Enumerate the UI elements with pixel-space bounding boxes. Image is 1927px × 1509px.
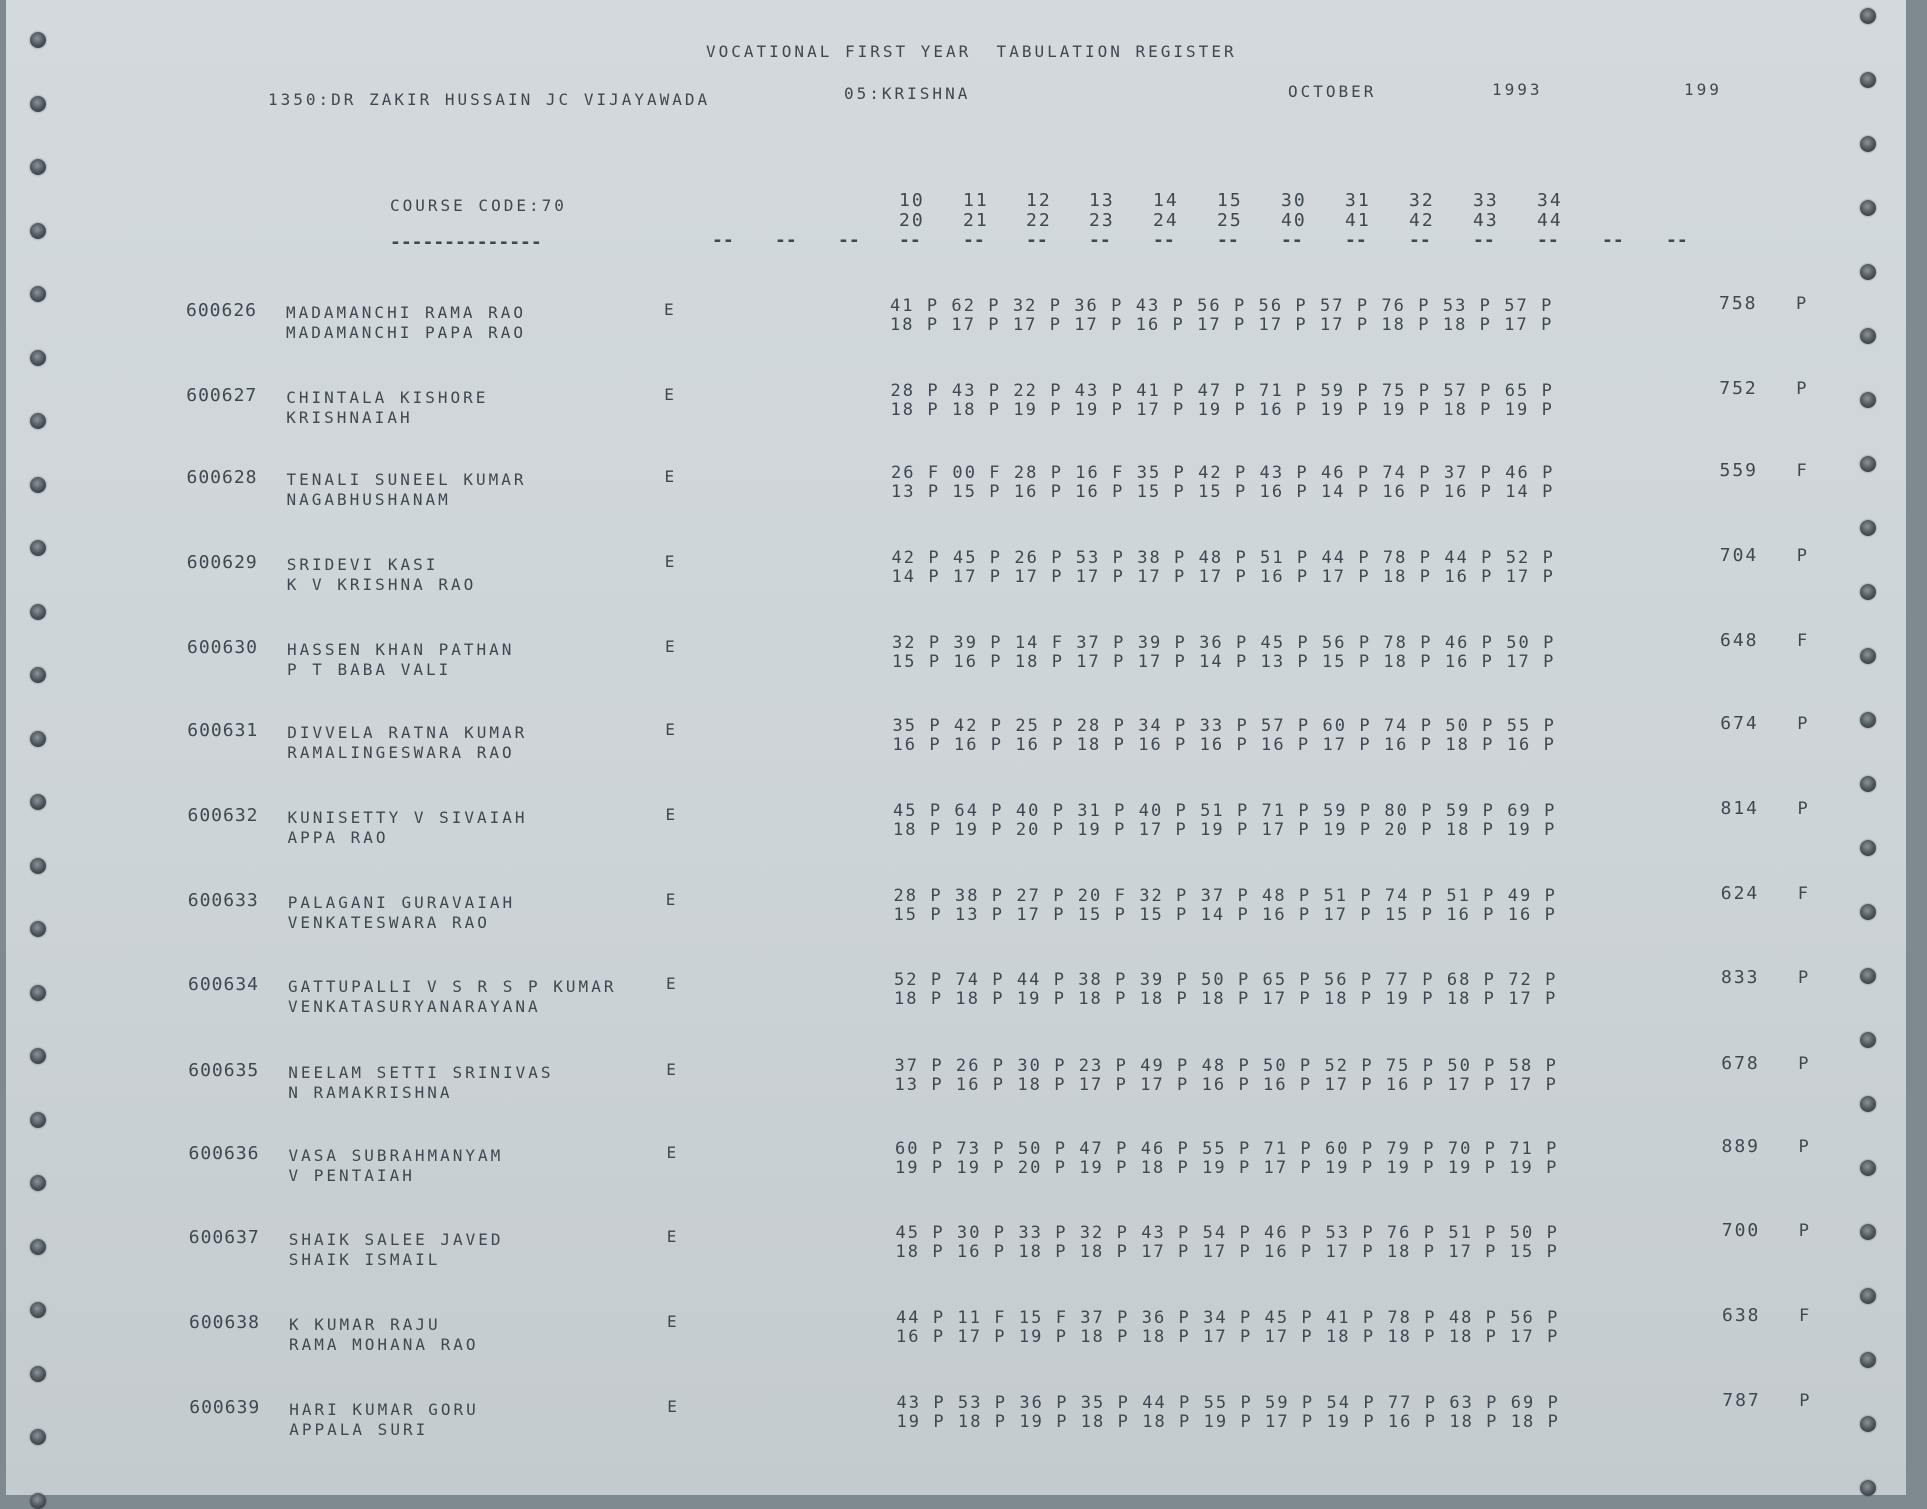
column-dash: -- [838, 230, 860, 251]
feed-hole [1860, 1096, 1876, 1112]
total-marks: 833 [1721, 967, 1760, 988]
feed-hole [30, 1048, 46, 1064]
result-status: P [1796, 294, 1807, 314]
college-name: 1350:DR ZAKIR HUSSAIN JC VIJAYAWADA [268, 90, 711, 109]
subject-code-bottom: 40 [1281, 210, 1307, 231]
medium-code: E [665, 720, 678, 739]
feed-hole [1860, 776, 1876, 792]
subject-code-bottom: 42 [1409, 210, 1435, 231]
feed-hole [30, 286, 46, 302]
feed-hole [1860, 1032, 1876, 1048]
column-dash: -- [1217, 230, 1239, 251]
subject-code-top: 11 [963, 190, 989, 211]
feed-hole [1860, 1352, 1876, 1368]
feed-hole [30, 159, 46, 175]
feed-hole [30, 413, 46, 429]
total-marks: 648 [1720, 630, 1759, 651]
father-name: RAMALINGESWARA RAO [287, 743, 515, 762]
marks-line-1: 32 P 39 P 14 F 37 P 39 P 36 P 45 P 56 P 78 P 46 P 50 P [892, 633, 1556, 653]
feed-hole [1860, 648, 1876, 664]
exam-month: OCTOBER [1288, 82, 1377, 101]
feed-hole [30, 1112, 46, 1128]
marks-line-2: 14 P 17 P 17 P 17 P 17 P 17 P 16 P 17 P 18 P 16 P 17 P [891, 567, 1555, 587]
subject-code-top: 15 [1217, 190, 1243, 211]
student-name: TENALI SUNEEL KUMAR [286, 470, 527, 489]
student-name: SRIDEVI KASI [286, 555, 439, 574]
column-dash: -- [1345, 230, 1367, 251]
subject-code-top: 14 [1153, 190, 1179, 211]
father-name: V PENTAIAH [288, 1166, 415, 1185]
subject-code-top: 30 [1281, 190, 1307, 211]
student-id: 600631 [187, 720, 259, 741]
result-status: F [1797, 884, 1808, 904]
student-name: GATTUPALLI V S R S P KUMAR [288, 977, 617, 996]
feed-hole [1860, 584, 1876, 600]
column-dash: -- [1089, 230, 1111, 251]
result-status: P [1798, 1054, 1809, 1074]
student-name: NEELAM SETTI SRINIVAS [288, 1063, 554, 1082]
total-marks: 559 [1719, 460, 1759, 481]
result-status: P [1798, 968, 1809, 988]
student-name: SHAIK SALEE JAVED [288, 1230, 504, 1249]
student-id: 600636 [188, 1143, 260, 1164]
column-dash: -- [1026, 230, 1048, 251]
course-code-underline: -------------- [390, 232, 542, 253]
register-sheet [6, 0, 1906, 1495]
feed-hole [1860, 136, 1876, 152]
column-dash: -- [1666, 230, 1688, 251]
feed-hole [1860, 1224, 1876, 1240]
subject-code-top: 13 [1089, 190, 1115, 211]
column-dash: -- [963, 230, 985, 251]
feed-hole [30, 1366, 46, 1382]
feed-hole [1860, 1288, 1876, 1304]
student-id: 600626 [186, 300, 258, 321]
feed-hole [1860, 968, 1876, 984]
tractor-feed-left [12, 0, 56, 1495]
feed-hole [30, 350, 46, 366]
medium-code: E [666, 1060, 679, 1079]
feed-hole [30, 604, 46, 620]
marks-line-1: 60 P 73 P 50 P 47 P 46 P 55 P 71 P 60 P 79 P 70 P 71 P [895, 1139, 1559, 1159]
total-marks: 704 [1719, 545, 1759, 566]
father-name: VENKATASURYANARAYANA [288, 997, 541, 1016]
subject-code-bottom: 41 [1345, 210, 1371, 231]
student-name: KUNISETTY V SIVAIAH [287, 808, 528, 827]
feed-hole [30, 985, 46, 1001]
subject-code-top: 31 [1345, 190, 1371, 211]
student-id: 600628 [186, 467, 258, 488]
marks-line-2: 19 P 19 P 20 P 19 P 18 P 19 P 17 P 19 P 19 P 19 P 19 P [895, 1158, 1559, 1178]
result-status: P [1799, 1391, 1810, 1411]
marks-line-1: 42 P 45 P 26 P 53 P 38 P 48 P 51 P 44 P 78 P 44 P 52 P [891, 548, 1555, 568]
subject-code-top: 10 [899, 190, 925, 211]
medium-code: E [664, 467, 678, 486]
student-name: CHINTALA KISHORE [286, 388, 489, 407]
feed-hole [30, 1302, 46, 1318]
subject-code-bottom: 25 [1217, 210, 1243, 231]
student-id: 600632 [187, 805, 259, 826]
student-name: HARI KUMAR GORU [289, 1400, 479, 1419]
result-status: P [1797, 799, 1808, 819]
feed-hole [30, 223, 46, 239]
feed-hole [30, 477, 46, 493]
student-name: MADAMANCHI RAMA RAO [286, 303, 527, 322]
feed-hole [30, 858, 46, 874]
marks-line-1: 45 P 64 P 40 P 31 P 40 P 51 P 71 P 59 P 80 P 59 P 69 P [893, 801, 1557, 821]
father-name: N RAMAKRISHNA [288, 1083, 453, 1102]
result-status: F [1799, 1306, 1810, 1326]
father-name: MADAMANCHI PAPA RAO [286, 323, 527, 342]
result-status: P [1797, 714, 1808, 734]
student-id: 600637 [188, 1227, 260, 1248]
father-name: KRISHNAIAH [286, 408, 413, 427]
feed-hole [30, 32, 46, 48]
marks-line-1: 37 P 26 P 30 P 23 P 49 P 48 P 50 P 52 P 75 P 50 P 58 P [894, 1056, 1558, 1076]
total-marks: 638 [1722, 1305, 1761, 1326]
marks-line-2: 16 P 17 P 19 P 18 P 18 P 17 P 17 P 18 P 18 P 18 P 17 P [896, 1327, 1560, 1347]
medium-code: E [665, 805, 679, 824]
medium-code: E [666, 1227, 680, 1246]
subject-code-bottom: 43 [1473, 210, 1499, 231]
column-dash: -- [712, 230, 734, 251]
father-name: RAMA MOHANA RAO [289, 1335, 479, 1354]
student-id: 600638 [189, 1312, 261, 1333]
marks-line-2: 16 P 16 P 16 P 18 P 16 P 16 P 16 P 17 P 16 P 18 P 16 P [892, 735, 1556, 755]
marks-line-2: 15 P 13 P 17 P 15 P 15 P 14 P 16 P 17 P 15 P 16 P 16 P [893, 905, 1557, 925]
feed-hole [1860, 8, 1876, 24]
feed-hole [1860, 1480, 1876, 1496]
subject-code-top: 34 [1537, 190, 1563, 211]
column-dash: -- [1473, 230, 1495, 251]
feed-hole [1860, 72, 1876, 88]
result-status: F [1796, 461, 1807, 481]
subject-code-top: 12 [1026, 190, 1052, 211]
column-dash: -- [1602, 230, 1624, 251]
subject-code-top: 32 [1409, 190, 1435, 211]
marks-line-1: 41 P 62 P 32 P 36 P 43 P 56 P 56 P 57 P 76 P 53 P 57 P [890, 296, 1554, 316]
exam-year: 1993 [1492, 80, 1543, 99]
marks-line-2: 18 P 16 P 18 P 18 P 17 P 17 P 16 P 17 P 18 P 17 P 15 P [895, 1242, 1559, 1262]
feed-hole [30, 667, 46, 683]
marks-line-2: 18 P 17 P 17 P 17 P 16 P 17 P 17 P 17 P 18 P 18 P 17 P [890, 315, 1554, 335]
medium-code: E [664, 300, 677, 319]
course-code: COURSE CODE:70 [390, 196, 567, 215]
father-name: VENKATESWARA RAO [287, 913, 490, 932]
total-marks: 678 [1721, 1053, 1760, 1074]
father-name: APPA RAO [287, 828, 389, 847]
student-name: K KUMAR RAJU [289, 1315, 441, 1334]
total-marks: 752 [1719, 378, 1758, 399]
marks-line-1: 52 P 74 P 44 P 38 P 39 P 50 P 65 P 56 P 77 P 68 P 72 P [894, 970, 1558, 990]
feed-hole [1860, 840, 1876, 856]
medium-code: E [667, 1397, 680, 1416]
student-id: 600630 [187, 637, 259, 658]
marks-line-2: 13 P 16 P 18 P 17 P 17 P 16 P 16 P 17 P 16 P 17 P 17 P [894, 1075, 1558, 1095]
student-name: VASA SUBRAHMANYAM [288, 1146, 504, 1165]
feed-hole [30, 921, 46, 937]
marks-line-2: 18 P 18 P 19 P 19 P 17 P 19 P 16 P 19 P 19 P 18 P 19 P [890, 400, 1554, 420]
total-marks: 787 [1722, 1390, 1761, 1411]
father-name: SHAIK ISMAIL [288, 1250, 441, 1269]
feed-hole [30, 731, 46, 747]
result-status: P [1796, 379, 1807, 399]
result-status: P [1798, 1137, 1809, 1157]
feed-hole [1860, 392, 1876, 408]
student-id: 600629 [186, 552, 258, 573]
page-number: 199 [1684, 80, 1722, 99]
district: 05:KRISHNA [844, 84, 971, 103]
feed-hole [30, 1175, 46, 1191]
student-id: 600635 [188, 1060, 260, 1081]
medium-code: E [664, 385, 677, 404]
marks-line-1: 44 P 11 F 15 F 37 P 36 P 34 P 45 P 41 P 78 P 48 P 56 P [896, 1308, 1560, 1328]
marks-line-1: 28 P 43 P 22 P 43 P 41 P 47 P 71 P 59 P 75 P 57 P 65 P [890, 381, 1554, 401]
column-dash: -- [1153, 230, 1175, 251]
column-dash: -- [1409, 230, 1431, 251]
medium-code: E [665, 637, 678, 656]
result-status: P [1798, 1221, 1809, 1241]
marks-line-2: 15 P 16 P 18 P 17 P 17 P 14 P 13 P 15 P 18 P 16 P 17 P [892, 652, 1556, 672]
student-name: PALAGANI GURAVAIAH [287, 893, 516, 912]
column-dash: -- [1281, 230, 1303, 251]
feed-hole [30, 794, 46, 810]
column-dash: -- [775, 230, 797, 251]
medium-code: E [664, 552, 678, 571]
marks-line-2: 18 P 19 P 20 P 19 P 17 P 19 P 17 P 19 P 20 P 18 P 19 P [893, 820, 1557, 840]
student-id: 600639 [189, 1397, 261, 1418]
result-status: F [1797, 631, 1808, 651]
feed-hole [30, 96, 46, 112]
father-name: NAGABHUSHANAM [286, 490, 451, 509]
feed-hole [1860, 200, 1876, 216]
feed-hole [1860, 904, 1876, 920]
feed-hole [1860, 520, 1876, 536]
subject-code-bottom: 44 [1537, 210, 1563, 231]
feed-hole [1860, 1160, 1876, 1176]
feed-hole [1860, 456, 1876, 472]
medium-code: E [665, 890, 679, 909]
student-name: DIVVELA RATNA KUMAR [287, 723, 528, 742]
student-id: 600634 [188, 974, 260, 995]
marks-line-1: 26 F 00 F 28 P 16 F 35 P 42 P 43 P 46 P 74 P 37 P 46 P [891, 463, 1555, 483]
tractor-feed-right [1856, 0, 1900, 1495]
total-marks: 700 [1721, 1220, 1761, 1241]
marks-line-2: 18 P 18 P 19 P 18 P 18 P 18 P 17 P 18 P 19 P 18 P 17 P [894, 989, 1558, 1009]
marks-line-1: 35 P 42 P 25 P 28 P 34 P 33 P 57 P 60 P 74 P 50 P 55 P [892, 716, 1556, 736]
medium-code: E [667, 1312, 680, 1331]
marks-line-2: 13 P 15 P 16 P 16 P 15 P 15 P 16 P 14 P 16 P 16 P 14 P [891, 482, 1555, 502]
feed-hole [1860, 264, 1876, 280]
father-name: P T BABA VALI [287, 660, 452, 679]
subject-code-bottom: 20 [899, 210, 925, 231]
total-marks: 814 [1720, 798, 1760, 819]
total-marks: 624 [1720, 883, 1760, 904]
marks-line-1: 28 P 38 P 27 P 20 F 32 P 37 P 48 P 51 P 74 P 51 P 49 P [893, 886, 1557, 906]
result-status: P [1796, 546, 1807, 566]
father-name: APPALA SURI [289, 1420, 429, 1439]
medium-code: E [666, 1143, 680, 1162]
subject-code-bottom: 21 [963, 210, 989, 231]
subject-code-bottom: 22 [1026, 210, 1052, 231]
feed-hole [30, 1239, 46, 1255]
total-marks: 674 [1720, 713, 1759, 734]
student-name: HASSEN KHAN PATHAN [287, 640, 515, 659]
register-title: VOCATIONAL FIRST YEAR TABULATION REGISTER [706, 42, 1237, 61]
column-dash: -- [1537, 230, 1559, 251]
father-name: K V KRISHNA RAO [286, 575, 477, 594]
feed-hole [1860, 1416, 1876, 1432]
feed-hole [1860, 712, 1876, 728]
subject-code-top: 33 [1473, 190, 1499, 211]
subject-code-bottom: 23 [1089, 210, 1115, 231]
feed-hole [30, 1429, 46, 1445]
total-marks: 758 [1719, 293, 1758, 314]
subject-code-bottom: 24 [1153, 210, 1179, 231]
student-id: 600627 [186, 385, 258, 406]
column-dash: -- [899, 230, 921, 251]
feed-hole [1860, 328, 1876, 344]
total-marks: 889 [1721, 1136, 1761, 1157]
medium-code: E [666, 974, 679, 993]
student-id: 600633 [187, 890, 259, 911]
marks-line-1: 45 P 30 P 33 P 32 P 43 P 54 P 46 P 53 P 76 P 51 P 50 P [895, 1223, 1559, 1243]
feed-hole [30, 540, 46, 556]
marks-line-2: 19 P 18 P 19 P 18 P 18 P 19 P 17 P 19 P 16 P 18 P 18 P [896, 1412, 1560, 1432]
marks-line-1: 43 P 53 P 36 P 35 P 44 P 55 P 59 P 54 P 77 P 63 P 69 P [896, 1393, 1560, 1413]
